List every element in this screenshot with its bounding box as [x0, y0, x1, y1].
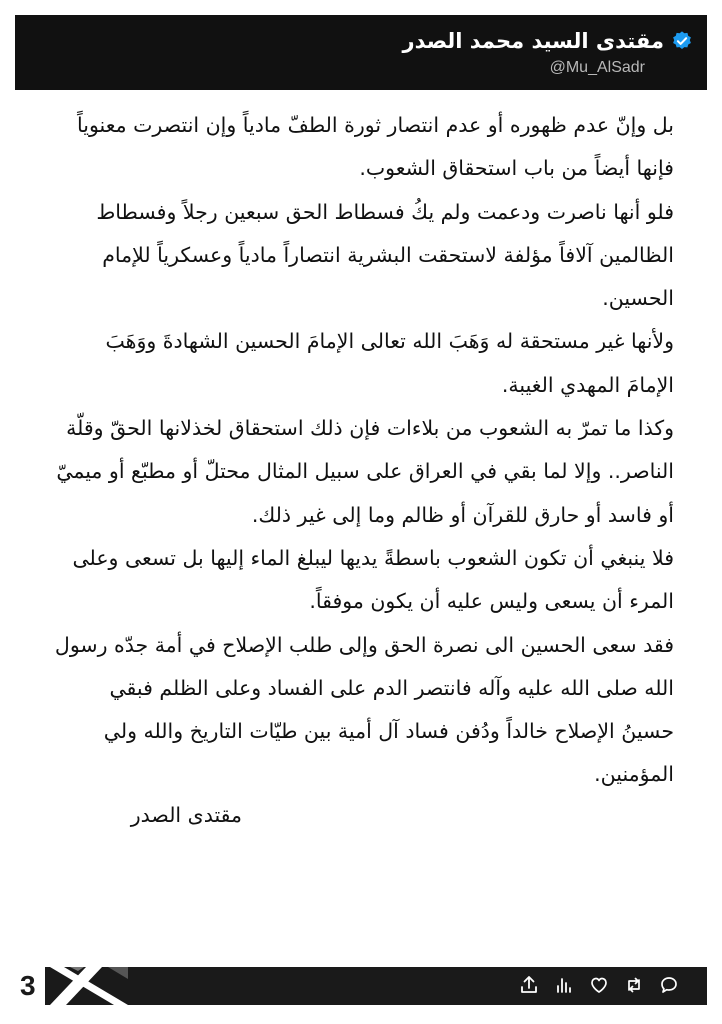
author-name-row — [403, 27, 694, 55]
post-paragraph: فقد سعى الحسين الى نصرة الحق وإلى طلب الإصلاح في أمة جدّه رسول الله صلى الله عليه وآله فانتصر الدم على الفساد وعلى الظلم فبقي حسينُ الإصلاح خالداً ودُفن فساد آل أمية بين طيّات التاريخ والله ولي المؤمنين. — [54, 632, 674, 787]
x-logo-icon — [50, 967, 128, 1005]
post-footer — [0, 967, 707, 1005]
page-number: 3 — [20, 970, 36, 1001]
views-icon[interactable] — [554, 974, 574, 996]
post-paragraph: فلا ينبغي أن تكون الشعوب باسطةً يديها ليبلغ الماء إليها بل تسعى وعلى المرء أن يسعى وليس عليه أن يكون موفقاً. — [72, 545, 674, 614]
reply-icon[interactable] — [659, 974, 679, 996]
share-icon[interactable] — [519, 974, 539, 996]
post-paragraph: ولأنها غير مستحقة له وَهَبَ الله تعالى الإمامَ الحسين الشهادةَ ووَهَبَ الإمامَ المهدي الغيبة. — [105, 329, 674, 397]
post-paragraph: فلو أنها ناصرت ودعمت ولم يكُ فسطاط الحق سبعين رجلاً وفسطاط الظالمين آلافاً مؤلفة لاستحقت البشرية انتصاراً مادياً وعسكرياً للإمام الحسين. — [96, 199, 674, 311]
author-handle[interactable]: @Mu_AlSadr — [549, 59, 645, 76]
post-paragraph: بل وإنّ عدم ظهوره أو عدم انتصار ثورة الطفّ مادياً وإن انتصرت معنوياً فإنها أيضاً من باب استحقاق الشعوب. — [77, 113, 674, 181]
post-paragraph: وكذا ما تمرّ به الشعوب من بلاءات فإن ذلك استحقاق لخذلانها الحقّ وقلّة الناصر.. وإلا لما بقي في العراق على سبيل المثال محتلّ أو مطبّع أو ميميّ أو فاسد أو حارق للقرآن أو ظالم وما إلى غير ذلك. — [56, 416, 674, 527]
post-actions — [519, 974, 679, 996]
author-display-name[interactable]: مقتدى السيد محمد الصدر — [402, 29, 664, 53]
retweet-icon[interactable] — [624, 974, 644, 996]
post-body — [54, 104, 674, 797]
author-profile[interactable] — [403, 27, 694, 77]
post-signature: مقتدى الصدر — [130, 803, 242, 827]
like-icon[interactable] — [589, 974, 609, 996]
post-header — [15, 15, 707, 90]
verified-badge-icon — [671, 30, 693, 52]
